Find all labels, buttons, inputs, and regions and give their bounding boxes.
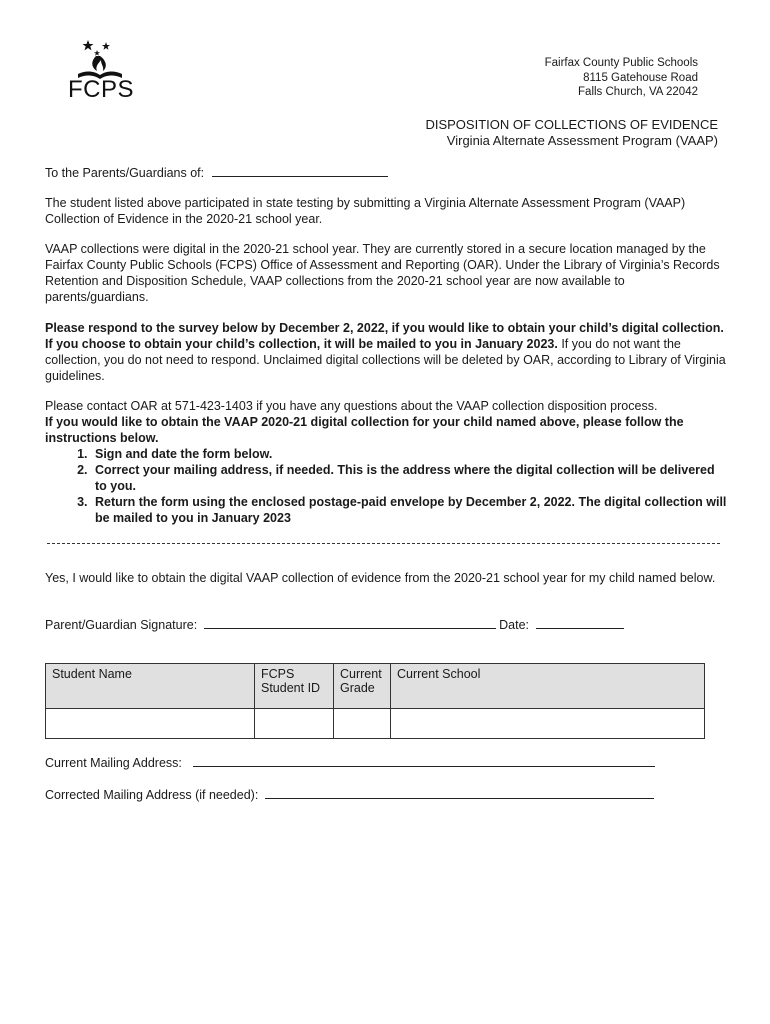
corrected-address-field[interactable] <box>265 787 654 799</box>
step-item: 2. Correct your mailing address, if needed. This is the address where the digital collection will be delivered to you. <box>91 462 728 494</box>
paragraph-respond <box>45 320 728 384</box>
respond-deadline: Please respond to the survey below by December 2, 2022, if you would like to obtain your child’s digital collection. If you choose to obtain your child’s collection, it will be mailed to you in January 2023. <box>45 321 724 351</box>
instructions-block <box>45 398 728 526</box>
logo-text: FCPS <box>68 76 135 103</box>
school-address <box>545 56 698 100</box>
subtitle: Virginia Alternate Assessment Program (VAAP) <box>446 133 718 148</box>
student-name-cell[interactable] <box>46 709 255 739</box>
header-student-name: Student Name <box>46 664 255 709</box>
paragraph-storage: VAAP collections were digital in the 2020-21 school year. They are currently stored in a secure location managed by the Fairfax County Public Schools (FCPS) Office of Assessment and Reporting (OAR). Under the Library of Virginia’s Records Retention and Disposition Schedule, VAAP collections from the 2020-21 school year are now available to parents/guardians. <box>45 242 720 304</box>
address-line: 8115 Gatehouse Road <box>583 71 698 84</box>
grade-cell[interactable] <box>334 709 391 739</box>
title: DISPOSITION OF COLLECTIONS OF EVIDENCE <box>425 117 718 132</box>
current-address-field[interactable] <box>193 755 655 767</box>
signature-label: Parent/Guardian Signature: <box>45 618 198 632</box>
corrected-address-row <box>45 787 728 803</box>
step-item: 3. Return the form using the enclosed postage-paid envelope by December 2, 2022. The digital collection will be mailed to you in January 2023 <box>91 494 728 526</box>
respond-rest: If you do not want the collection, you do not need to respond. Unclaimed digital collections will be deleted by OAR, according to Library of Virginia guidelines. <box>45 337 726 383</box>
school-cell[interactable] <box>391 709 705 739</box>
instructions-intro: If you would like to obtain the VAAP 2020-21 digital collection for your child named above, please follow the instructions below. <box>45 415 684 445</box>
step-item: 1. Sign and date the form below. <box>91 446 728 462</box>
current-address-label: Current Mailing Address: <box>45 756 182 770</box>
address-line: Fairfax County Public Schools <box>544 57 698 69</box>
student-id-cell[interactable] <box>255 709 334 739</box>
consent-text: Yes, I would like to obtain the digital VAAP collection of evidence from the 2020-21 school year for my child named below. <box>45 571 716 585</box>
address-line: Falls Church, VA 22042 <box>578 86 698 98</box>
document-title <box>425 117 718 149</box>
header-student-id: FCPS Student ID <box>255 664 334 709</box>
instruction-steps <box>45 446 728 526</box>
date-label: Date: <box>499 618 530 632</box>
date-field[interactable] <box>536 617 624 629</box>
student-info-table <box>45 663 705 739</box>
salutation: To the Parents/Guardians of: <box>45 166 205 180</box>
paragraph-participation: The student listed above participated in state testing by submitting a Virginia Alternate Assessment Program (VAAP) Collection of Evidence in the 2020-21 school year. <box>45 196 686 226</box>
salutation-line <box>45 165 728 181</box>
student-name-blank[interactable] <box>212 165 388 177</box>
signature-field[interactable] <box>204 617 496 629</box>
table-row <box>46 709 705 739</box>
table-header-row <box>46 664 705 709</box>
contact-text: Please contact OAR at 571-423-1403 if you have any questions about the VAAP collection disposition process. <box>45 399 658 413</box>
corrected-address-label: Corrected Mailing Address (if needed): <box>45 788 259 802</box>
current-address-row <box>45 755 728 771</box>
signature-row <box>45 617 728 633</box>
cut-line-divider <box>47 543 720 544</box>
header-current-grade: Current Grade <box>334 664 391 709</box>
header-current-school: Current School <box>391 664 705 709</box>
